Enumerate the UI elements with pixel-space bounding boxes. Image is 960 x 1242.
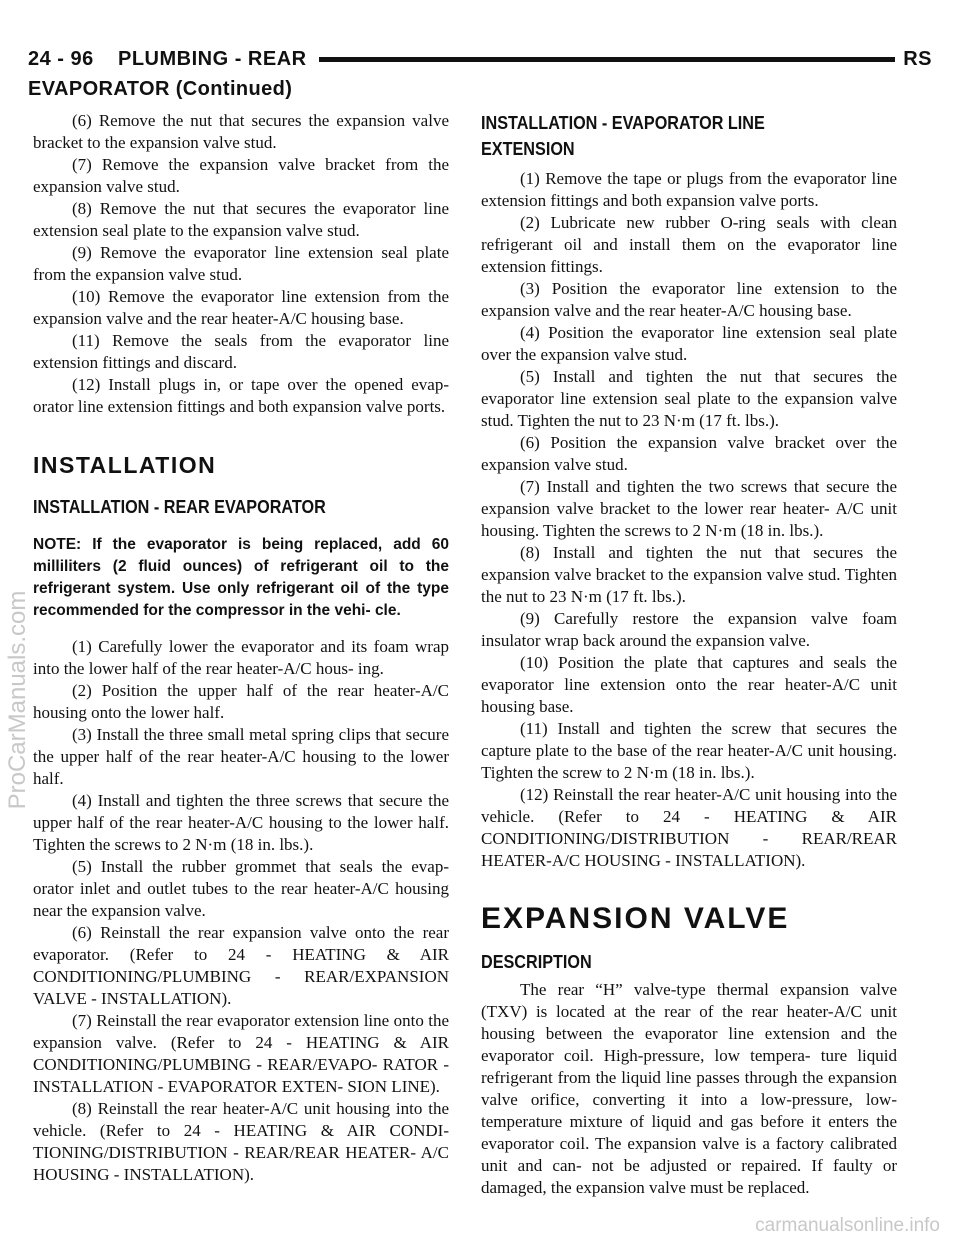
line-extension-step: (10) Position the plate that captures and seals the evaporator line extension onto the rear heater-A/C unit housing base. [481, 653, 897, 716]
header-page-number: 24 - 96 [28, 47, 94, 70]
install-step: (7) Reinstall the rear evaporator extension line onto the expansion valve. (Refer to 24 - HEATING & AIR CONDITIONING/PLUMBING - REAR/EVAPO- RATOR - INSTALLATION - EVAPORATOR EXTEN- SION LINE). [33, 1011, 449, 1096]
header-section-name: PLUMBING - REAR [118, 47, 307, 70]
side-watermark [4, 590, 32, 810]
left-column [33, 110, 449, 1186]
install-step: (6) Reinstall the rear expansion valve onto the rear evaporator. (Refer to 24 - HEATING & AIR CONDITIONING/PLUMBING - REAR/EXPANSION VALVE - INSTALLATION). [33, 923, 449, 1008]
install-step: (8) Reinstall the rear heater-A/C unit housing into the vehicle. (Refer to 24 - HEATING & AIR CONDI- TIONING/DISTRIBUTION - REAR/REAR HEATER- A/C HOUSING - INSTALLATION). [33, 1099, 449, 1184]
installation-heading: INSTALLATION [33, 452, 217, 478]
line-extension-step: (6) Position the expansion valve bracket over the expansion valve stud. [481, 433, 897, 474]
installation-note: NOTE: If the evaporator is being replaced, add 60 milliliters (2 fluid ounces) of refrigerant oil to the refrigerant system. Use only refrigerant oil of the type recommended for the compressor in the vehi- cle. [33, 536, 449, 619]
removal-step: (11) Remove the seals from the evaporator line extension fittings and discard. [33, 331, 449, 372]
bottom-watermark: carmanualsonline.info [755, 1215, 940, 1236]
line-extension-step: (9) Carefully restore the expansion valve foam insulator wrap back around the expansion valve. [481, 609, 897, 650]
line-extension-heading: INSTALLATION - EVAPORATOR LINE EXTENSION [481, 113, 765, 159]
install-step: (1) Carefully lower the evaporator and its foam wrap into the lower half of the rear heater-A/C hous- ing. [33, 637, 449, 678]
removal-step: (6) Remove the nut that secures the expansion valve bracket to the expansion valve stud. [33, 111, 449, 152]
install-step: (3) Install the three small metal spring clips that secure the upper half of the rear heater-A/C housing to the lower half. [33, 725, 449, 788]
line-extension-step: (2) Lubricate new rubber O-ring seals with clean refrigerant oil and install them on the evaporator line extension fittings. [481, 213, 897, 276]
header-code: RS [903, 47, 932, 70]
line-extension-step: (4) Position the evaporator line extension seal plate over the expansion valve stud. [481, 323, 897, 364]
install-step: (4) Install and tighten the three screws that secure the upper half of the rear heater-A/C housing to the lower half. Tighten the screws to 2 N·m (18 in. lbs.). [33, 791, 449, 854]
removal-step: (8) Remove the nut that secures the evaporator line extension seal plate to the expansion valve stud. [33, 199, 449, 240]
side-watermark-text: ProCarManuals.com [4, 590, 31, 810]
header-page-ref [28, 48, 307, 71]
line-extension-step: (1) Remove the tape or plugs from the evaporator line extension fittings and both expansion valve ports. [481, 169, 897, 210]
removal-step: (10) Remove the evaporator line extension from the expansion valve and the rear heater-A/C housing base. [33, 287, 449, 328]
line-extension-step: (12) Reinstall the rear heater-A/C unit housing into the vehicle. (Refer to 24 - HEATING & AIR CONDITIONING/DISTRIBUTION - REAR/REAR HEATER-A/C HOUSING - INSTALLATION). [481, 785, 897, 870]
page-header [28, 44, 932, 74]
removal-step: (12) Install plugs in, or tape over the opened evap- orator line extension fittings and both expansion valve ports. [33, 375, 449, 416]
description-heading: DESCRIPTION [481, 952, 592, 972]
right-column [481, 110, 897, 1199]
line-extension-step: (3) Position the evaporator line extension to the expansion valve and the rear heater-A/C housing base. [481, 279, 897, 320]
removal-step: (9) Remove the evaporator line extension seal plate from the expansion valve stud. [33, 243, 449, 284]
line-extension-step: (7) Install and tighten the two screws that secure the expansion valve bracket to the lower rear heater- A/C unit housing. Tighten the screws to 2 N·m (18 in. lbs.). [481, 477, 897, 540]
description-text: The rear “H” valve-type thermal expansion valve (TXV) is located at the rear of the rear heater-A/C unit housing between the evaporator line extension and the evaporator coil. High-pressure, low tempera- ture liquid refrigerant from the liquid line passes through the expansion valve orifice, converting it into a low-pressure, low-temperature mixture of liquid and gas before it enters the evaporator coil. The expansion valve is a factory calibrated unit and can- not be adjusted or repaired. If faulty or damaged, the expansion valve must be replaced. [481, 980, 897, 1197]
removal-step: (7) Remove the expansion valve bracket from the expansion valve stud. [33, 155, 449, 196]
header-rule [319, 57, 896, 62]
line-extension-step: (5) Install and tighten the nut that secures the evaporator line extension seal plate to the expansion valve stud. Tighten the nut to 23 N·m (17 ft. lbs.). [481, 367, 897, 430]
install-step: (2) Position the upper half of the rear heater-A/C housing onto the lower half. [33, 681, 449, 722]
rear-evaporator-heading: INSTALLATION - REAR EVAPORATOR [33, 497, 326, 517]
line-extension-step: (8) Install and tighten the nut that secures the expansion valve bracket to the expansion valve stud. Tighten the nut to 23 N·m (17 ft. lbs.). [481, 543, 897, 606]
install-step: (5) Install the rubber grommet that seals the evap- orator inlet and outlet tubes to the rear heater-A/C housing near the expansion valve. [33, 857, 449, 920]
expansion-valve-heading: EXPANSION VALVE [481, 902, 790, 935]
continued-title: EVAPORATOR (Continued) [28, 78, 293, 100]
line-extension-step: (11) Install and tighten the screw that secures the capture plate to the base of the rear heater-A/C unit housing. Tighten the screw to 2 N·m (18 in. lbs.). [481, 719, 897, 782]
